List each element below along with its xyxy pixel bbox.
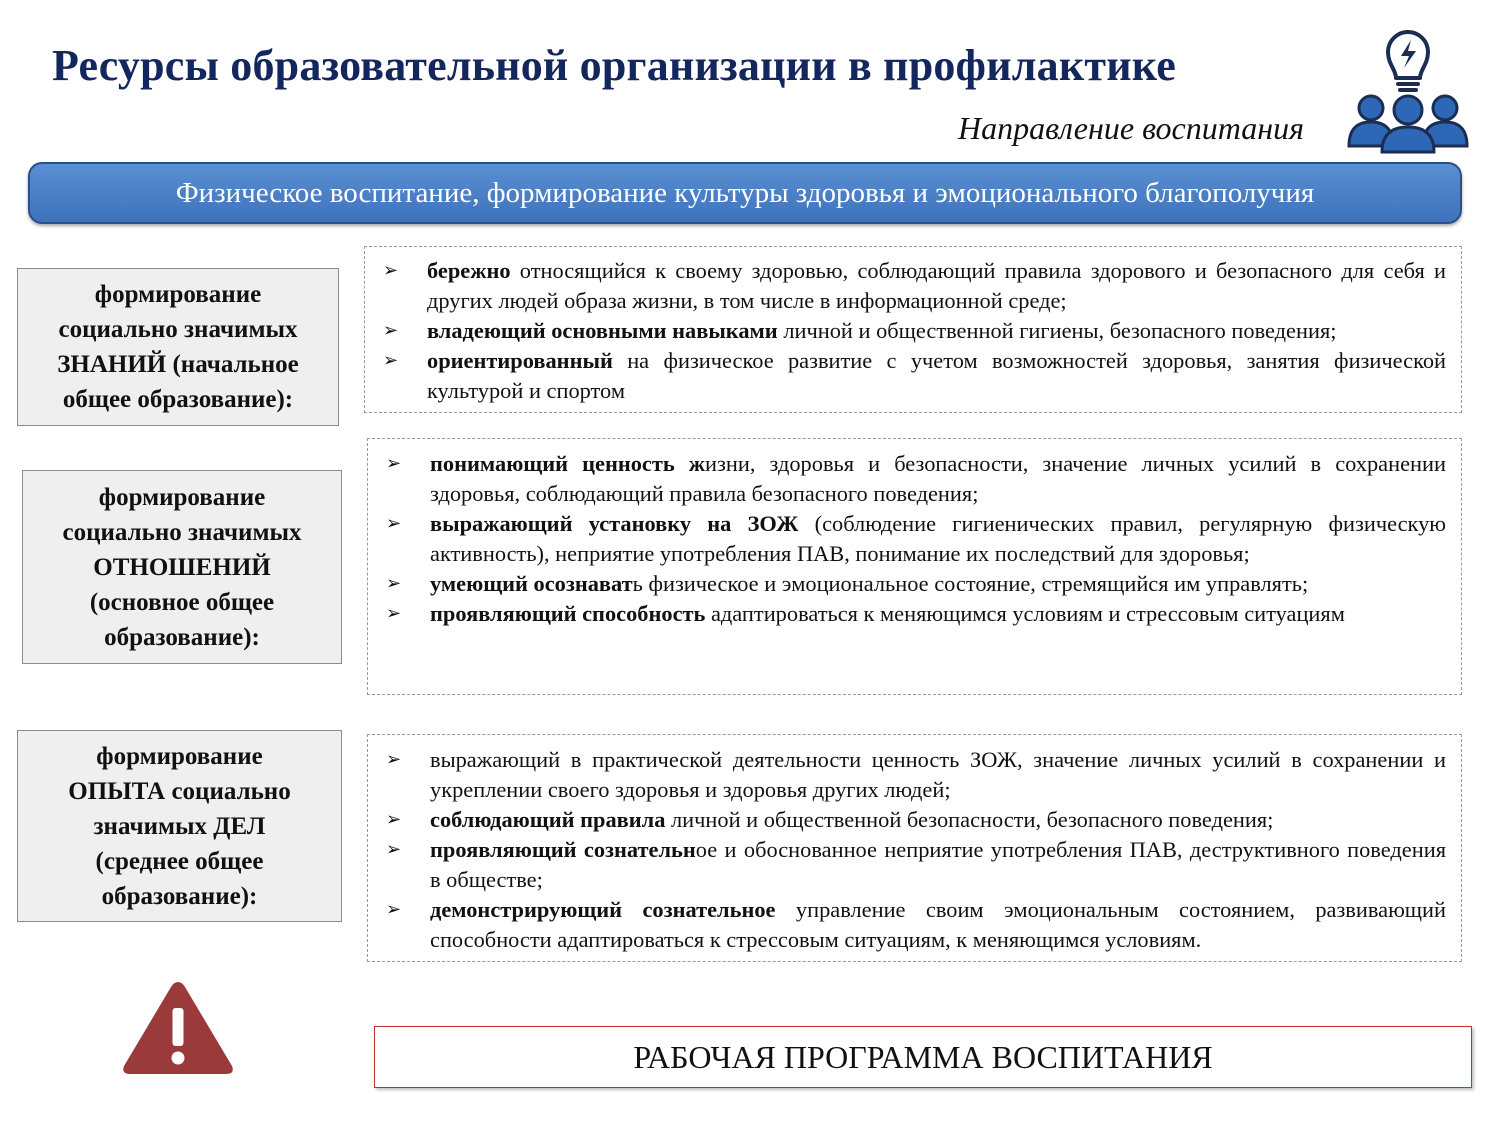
list-item: ➢ демонстрирующий сознательное управление своим эмоциональным состоянием, развивающий способности адаптироваться к стрессовым ситуациям, к меняющимся условиям.	[386, 897, 1447, 952]
label-line: формирование	[98, 483, 266, 511]
list-item: ➢ проявляющий способность адаптироваться к меняющимся условиям и стрессовым ситуациям	[383, 599, 1446, 629]
arrow-bullet-icon: ➢	[386, 749, 402, 770]
label-line: социально значимых	[62, 518, 302, 546]
arrow-bullet-icon: ➢	[386, 453, 402, 474]
direction-banner: Физическое воспитание, формирование культуры здоровья и эмоционального благополучия	[28, 162, 1462, 224]
list-item: ➢ проявляющий сознательное и обоснованное неприятие употребления ПАВ, деструктивного поведения в обществе;	[386, 837, 1446, 892]
arrow-bullet-icon: ➢	[386, 839, 402, 860]
page-title: Ресурсы образовательной организации в профилактике	[52, 41, 1176, 90]
section-list-knowledge	[364, 246, 1462, 413]
warning-triangle-icon	[120, 978, 236, 1078]
section-list-experience	[367, 734, 1462, 962]
label-line: образование):	[104, 623, 260, 651]
section-label-attitudes	[22, 470, 342, 664]
label-line: общее образование):	[62, 386, 294, 413]
arrow-bullet-icon: ➢	[383, 320, 399, 341]
list-item: ➢ выражающий в практической деятельности ценность ЗОЖ, значение личных усилий в сохранении и укреплении своего здоровья и здоровья других людей;	[386, 747, 1446, 802]
label-line: ОТНОШЕНИЙ	[93, 553, 271, 581]
arrow-bullet-icon: ➢	[386, 573, 402, 594]
label-line: формирование	[94, 281, 262, 308]
idea-people-icon	[1346, 24, 1470, 154]
list-item: ➢ владеющий основными навыками личной и общественной гигиены, безопасного поведения;	[380, 316, 1446, 346]
list-item: ➢ соблюдающий правила личной и общественной безопасности, безопасного поведения;	[383, 805, 1446, 835]
label-line: ОПЫТА социально	[68, 777, 291, 805]
label-line: значимых ДЕЛ	[93, 812, 266, 840]
section-label-knowledge	[17, 268, 339, 426]
section-list-attitudes	[367, 438, 1462, 695]
arrow-bullet-icon: ➢	[383, 350, 399, 371]
list-item: ➢ бережно относящийся к своему здоровью, соблюдающий правила здорового и безопасного для себя и других людей образа жизни, в том числе в информационной среде;	[383, 258, 1446, 313]
label-line: образование):	[101, 882, 258, 910]
label-line: ЗНАНИЙ (начальное	[57, 351, 299, 378]
list-item: ➢ выражающий установку на ЗОЖ (соблюдение гигиенических правил, регулярную физическую активность), неприятие употребления ПАВ, понимание их последствий для здоровья;	[386, 511, 1447, 566]
arrow-bullet-icon: ➢	[383, 260, 399, 281]
arrow-bullet-icon: ➢	[386, 603, 402, 624]
section-label-experience	[17, 730, 342, 922]
list-item: ➢ умеющий осознавать физическое и эмоциональное состояние, стремящийся им управлять;	[383, 569, 1446, 599]
arrow-bullet-icon: ➢	[386, 809, 402, 830]
list-item: ➢ ориентированный на физическое развитие с учетом возможностей здоровья, занятия физической культурой и спортом	[383, 348, 1446, 403]
label-line: (основное общее	[89, 588, 275, 616]
page-subtitle: Направление воспитания	[958, 110, 1304, 146]
work-program-box: РАБОЧАЯ ПРОГРАММА ВОСПИТАНИЯ	[374, 1026, 1472, 1088]
label-line: формирование	[96, 742, 263, 770]
arrow-bullet-icon: ➢	[386, 513, 402, 534]
list-item: ➢ понимающий ценность жизни, здоровья и безопасности, значение личных усилий в сохранении здоровья, соблюдающий правила безопасного поведения;	[386, 451, 1446, 506]
label-line: социально значимых	[58, 316, 298, 343]
arrow-bullet-icon: ➢	[386, 899, 402, 920]
label-line: (среднее общее	[95, 847, 264, 875]
